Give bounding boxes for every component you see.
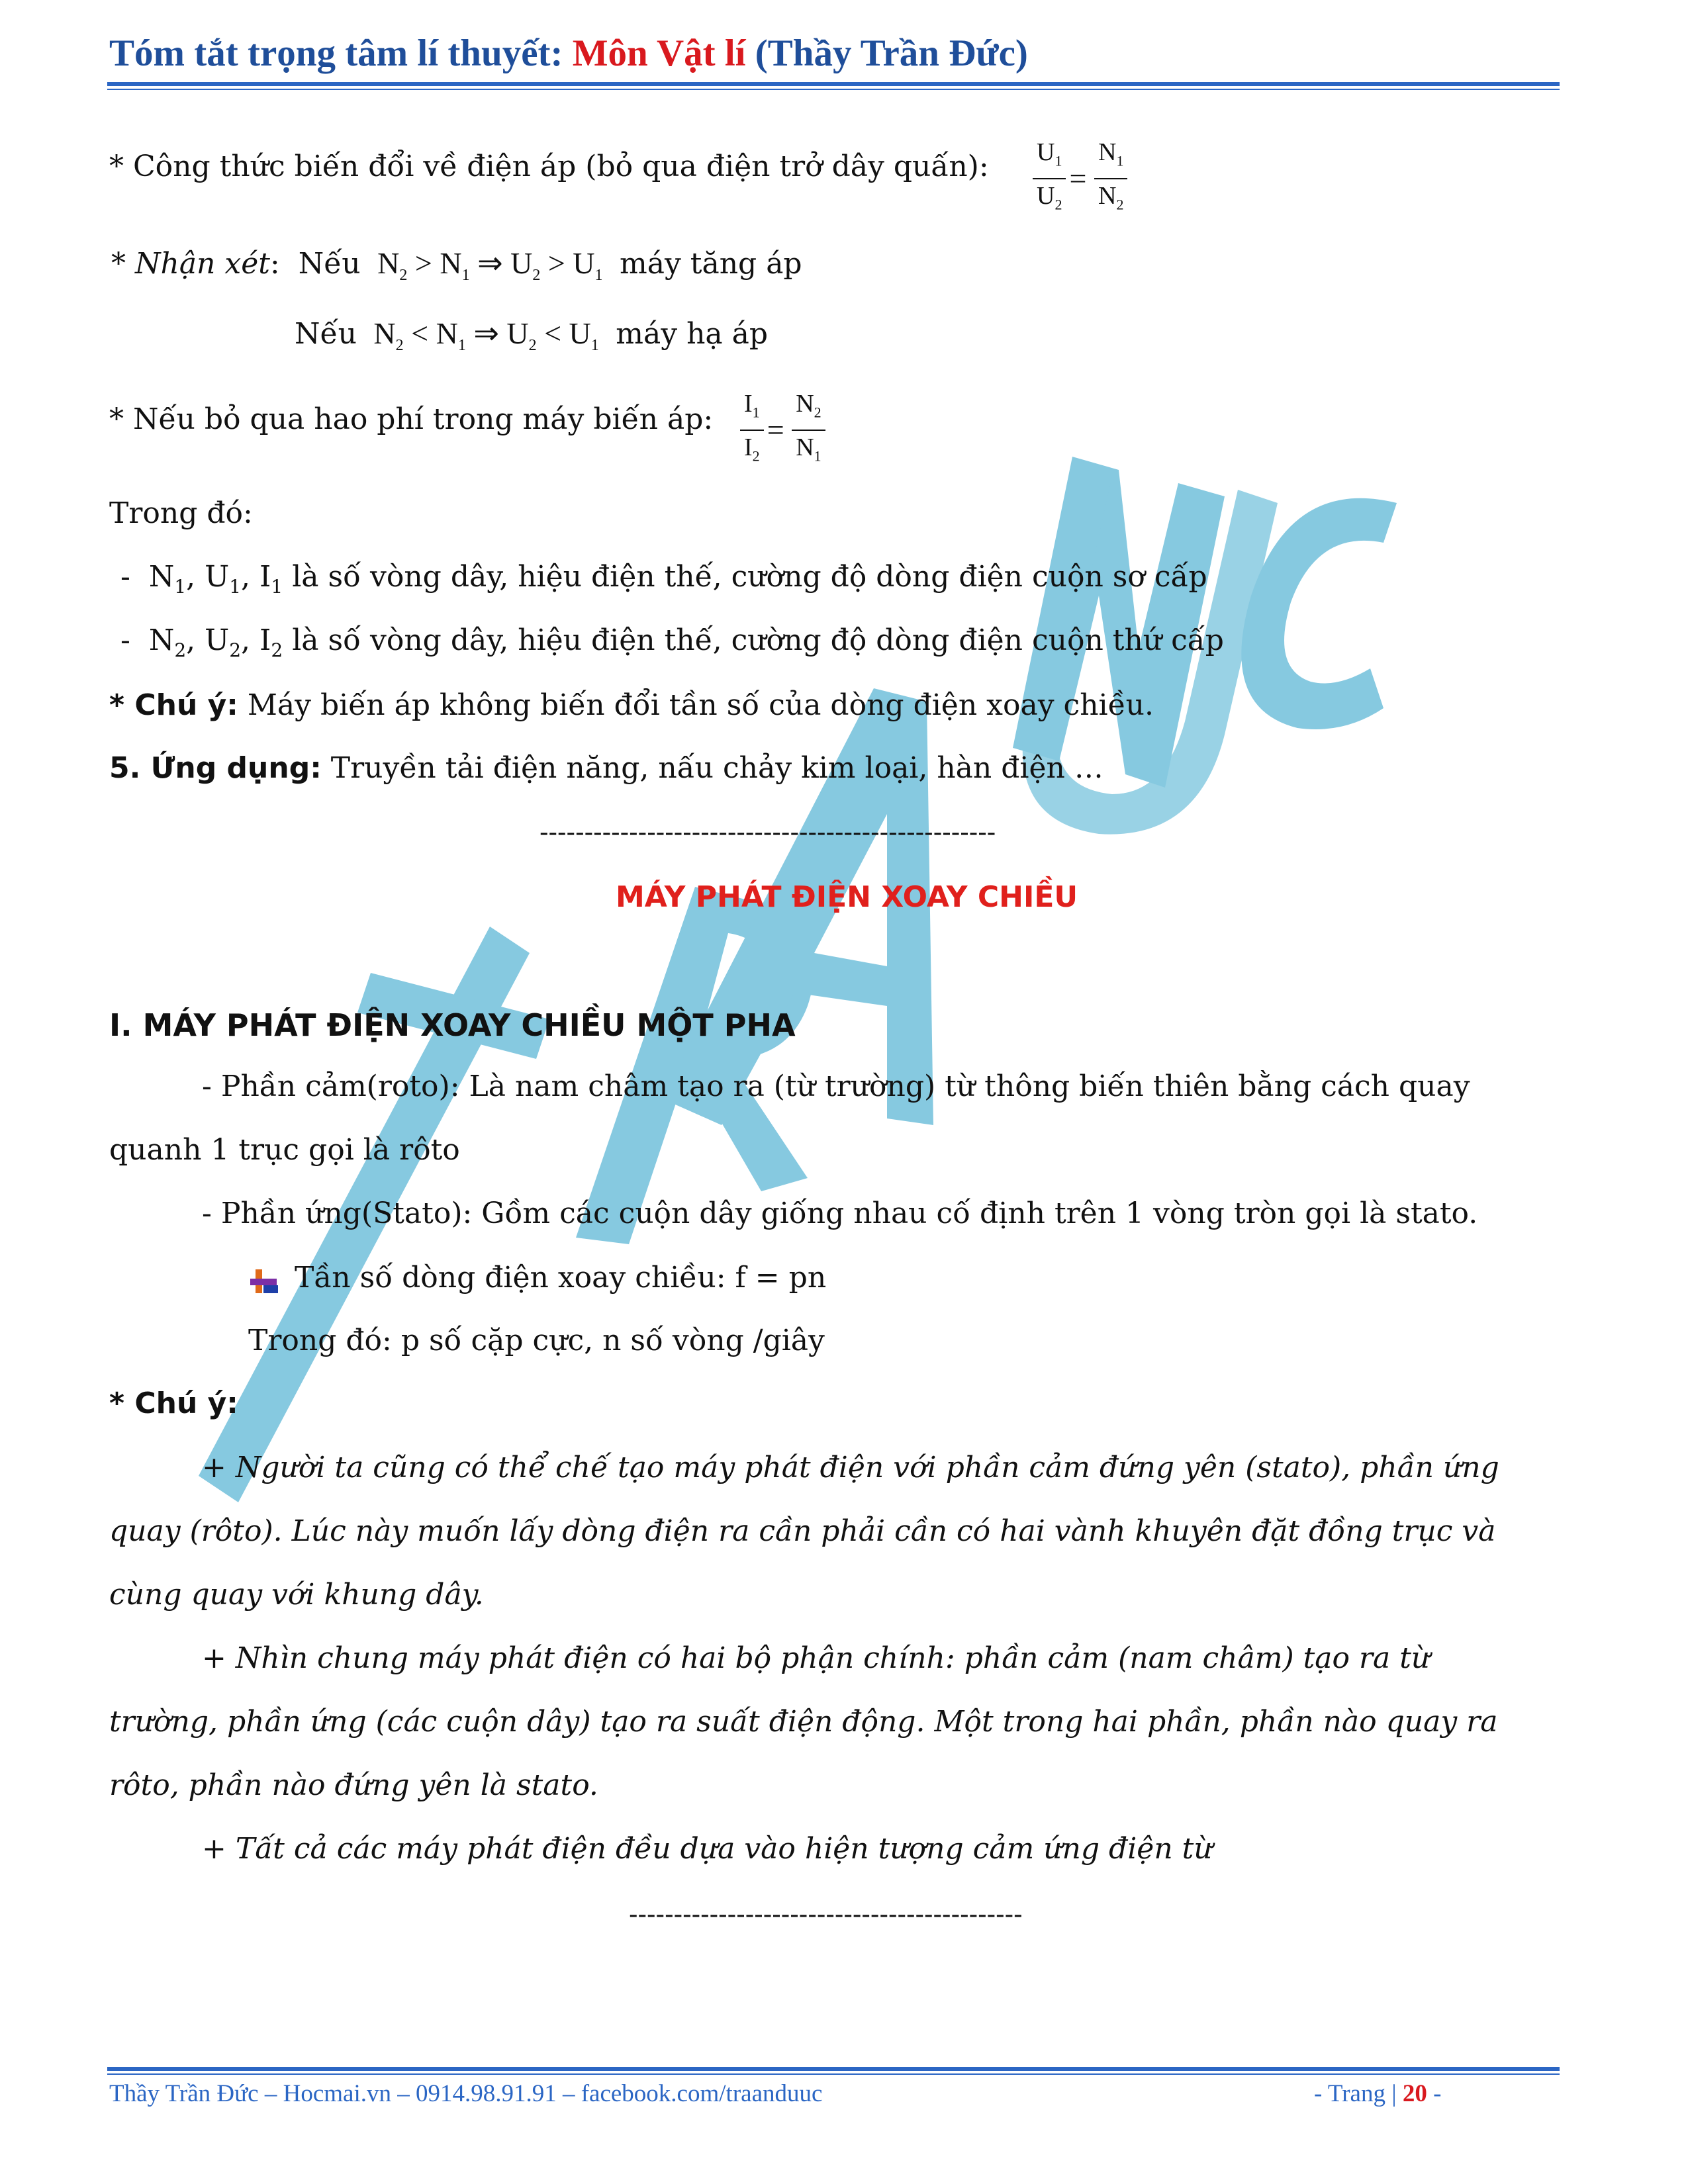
- page-number-value: 20: [1402, 2080, 1427, 2107]
- section1-heading: I. MÁY PHÁT ĐIỆN XOAY CHIỀU MỘT PHA: [109, 1007, 796, 1043]
- where-title: Trong đó:: [109, 496, 253, 530]
- footer-contact: Thầy Trần Đức – Hocmai.vn – 0914.98.91.91 – facebook.com/traanduuc: [109, 2080, 823, 2107]
- note1: * Chú ý: Máy biến áp không biến đổi tần số của dòng điện xoay chiều.: [109, 688, 1154, 722]
- remark-condition1: $N_2 > N_1$ ⇒ $U_2 > U_1$: [369, 246, 603, 285]
- formula2-equation: $\frac{I_1}{I_2}$ = $\frac{N_2}{N_1}$: [740, 387, 825, 473]
- rotor-line2: quanh 1 trục gọi là rôto: [109, 1133, 460, 1167]
- page-header: [109, 32, 1028, 75]
- footer-rule-thin: [107, 2073, 1560, 2075]
- bullet-cross-icon: [250, 1268, 281, 1296]
- remark-line2: Nếu $N_2 < N_1$ ⇒ $U_2 < U_1$ máy hạ áp: [295, 316, 769, 355]
- note2-p1-line2: quay (rôto). Lúc này muốn lấy dòng điện ra cần phải cần có hai vành khuyên đặt đồng trục và: [109, 1514, 1496, 1548]
- header-subject: Môn Vật lí: [572, 32, 746, 74]
- note1-label: * Chú ý:: [109, 688, 238, 722]
- footer-rule-thick: [107, 2067, 1560, 2071]
- rotor-line1: - Phần cảm(roto): Là nam châm tạo ra (từ trường) từ thông biến thiên bằng cách quay: [202, 1069, 1470, 1103]
- separator-1: ---------------------------------------------------: [539, 817, 996, 848]
- header-rule-thick: [107, 82, 1560, 86]
- frequency-where: Trong đó: p số cặp cực, n số vòng /giây: [248, 1324, 825, 1357]
- note2-p1-line3: cùng quay với khung dây.: [109, 1578, 484, 1612]
- formula1-equation: $\frac{U_1}{U_2}$ = $\frac{N_1}{N_2}$: [1033, 136, 1127, 221]
- frequency-formula: Tần số dòng điện xoay chiều: f = pn: [295, 1261, 827, 1295]
- header-rule-thin: [107, 89, 1560, 90]
- remark-label: * Nhận xét: [111, 247, 270, 281]
- separator-2: --------------------------------------------: [629, 1899, 1023, 1930]
- note2-p2-line2: trường, phần ứng (các cuộn dây) tạo ra suất điện động. Một trong hai phần, phần nào quay ra: [109, 1705, 1498, 1739]
- formula2-label: * Nếu bỏ qua hao phí trong máy biến áp:: [109, 402, 714, 436]
- where-line1: - $N_1$, $U_1$, $I_1$ là số vòng dây, hiệu điện thế, cường độ dòng điện cuộn sơ cấp: [111, 560, 1207, 598]
- note2-p3: + Tất cả các máy phát điện đều dựa vào hiện tượng cảm ứng điện từ: [202, 1832, 1213, 1866]
- formula1-label: * Công thức biến đổi về điện áp (bỏ qua điện trở dây quấn):: [109, 150, 989, 183]
- note2-p2-line3: rôto, phần nào đứng yên là stato.: [109, 1768, 598, 1802]
- remark-condition2: $N_2 < N_1$ ⇒ $U_2 < U_1$: [365, 316, 599, 355]
- usage: 5. Ứng dụng: Truyền tải điện năng, nấu chảy kim loại, hàn điện …: [109, 751, 1103, 785]
- note2-label: * Chú ý:: [109, 1387, 238, 1420]
- note2-p2-line1: + Nhìn chung máy phát điện có hai bộ phận chính: phần cảm (nam châm) tạo ra từ: [202, 1641, 1430, 1675]
- where-line2: - $N_2$, $U_2$, $I_2$ là số vòng dây, hiệu điện thế, cường độ dòng điện cuộn thứ cấp: [111, 623, 1224, 661]
- header-teacher: (Thầy Trần Đức): [745, 32, 1028, 74]
- header-prefix: Tóm tắt trọng tâm lí thuyết:: [109, 32, 573, 74]
- usage-label: 5. Ứng dụng:: [109, 751, 322, 785]
- generator-title: MÁY PHÁT ĐIỆN XOAY CHIỀU: [616, 880, 1078, 914]
- remark-line1: * Nhận xét: Nếu $N_2 > N_1$ ⇒ $U_2 > U_1$ máy tăng áp: [111, 246, 802, 285]
- note2-p1-line1: + Người ta cũng có thể chế tạo máy phát điện với phần cảm đứng yên (stato), phần ứng: [202, 1451, 1499, 1484]
- stator-line: - Phần ứng(Stato): Gồm các cuộn dây giống nhau cố định trên 1 vòng tròn gọi là stato.: [202, 1197, 1478, 1230]
- page-number: - Trang | 20 -: [1314, 2080, 1442, 2107]
